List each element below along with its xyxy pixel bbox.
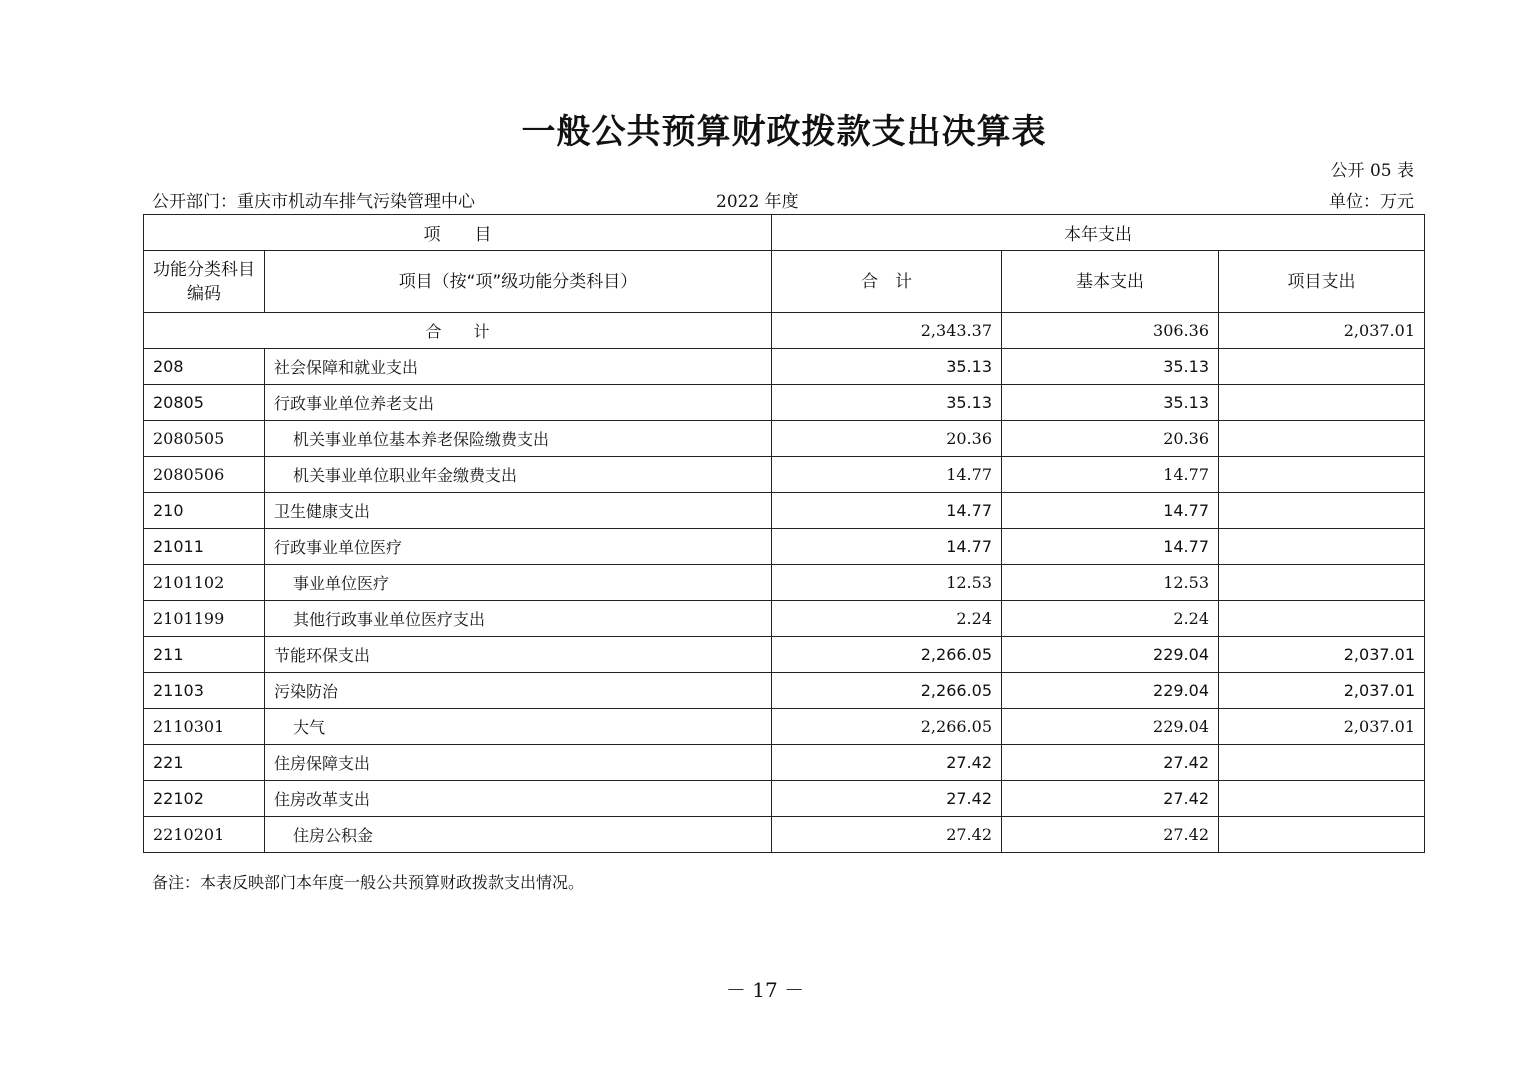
table-row	[144, 673, 1425, 709]
row-basic: 2.24	[1002, 601, 1219, 637]
row-basic: 12.53	[1002, 565, 1219, 601]
row-code: 21103	[144, 673, 265, 709]
row-code: 2101199	[144, 601, 265, 637]
table-row	[144, 349, 1425, 385]
budget-table	[143, 214, 1425, 853]
header-row-2	[144, 251, 1425, 313]
row-name: 住房改革支出	[265, 781, 772, 817]
form-number: 公开 05 表	[1330, 161, 1414, 181]
header-project: 项 目	[144, 215, 772, 251]
row-total: 2,266.05	[772, 637, 1002, 673]
row-basic: 229.04	[1002, 709, 1219, 745]
row-name: 机关事业单位职业年金缴费支出	[265, 457, 772, 493]
row-basic: 35.13	[1002, 349, 1219, 385]
department-label: 公开部门：重庆市机动车排气污染管理中心	[152, 192, 475, 212]
row-total: 35.13	[772, 385, 1002, 421]
row-name: 卫生健康支出	[265, 493, 772, 529]
table-row	[144, 421, 1425, 457]
header-row-1	[144, 215, 1425, 251]
header-basic: 基本支出	[1002, 251, 1219, 313]
total-row	[144, 313, 1425, 349]
header-name: 项目（按“项”级功能分类科目）	[265, 251, 772, 313]
table-row	[144, 457, 1425, 493]
row-name: 机关事业单位基本养老保险缴费支出	[265, 421, 772, 457]
row-total: 14.77	[772, 529, 1002, 565]
total-total: 2,343.37	[772, 313, 1002, 349]
unit-label: 单位：万元	[1329, 192, 1414, 212]
fiscal-year: 2022 年度	[716, 192, 799, 212]
total-basic: 306.36	[1002, 313, 1219, 349]
row-code: 2080505	[144, 421, 265, 457]
total-label: 合 计	[144, 313, 772, 349]
total-project: 2,037.01	[1219, 313, 1425, 349]
row-code: 2110301	[144, 709, 265, 745]
row-project: 2,037.01	[1219, 637, 1425, 673]
row-code: 2101102	[144, 565, 265, 601]
row-name: 社会保障和就业支出	[265, 349, 772, 385]
row-basic: 27.42	[1002, 745, 1219, 781]
row-basic: 14.77	[1002, 529, 1219, 565]
row-project	[1219, 529, 1425, 565]
row-code: 2080506	[144, 457, 265, 493]
row-basic: 27.42	[1002, 781, 1219, 817]
row-project	[1219, 565, 1425, 601]
row-project	[1219, 385, 1425, 421]
row-code: 20805	[144, 385, 265, 421]
table-row	[144, 817, 1425, 853]
row-project: 2,037.01	[1219, 673, 1425, 709]
table-row	[144, 637, 1425, 673]
row-name: 大气	[265, 709, 772, 745]
table-row	[144, 565, 1425, 601]
row-total: 20.36	[772, 421, 1002, 457]
row-code: 22102	[144, 781, 265, 817]
row-code: 221	[144, 745, 265, 781]
row-name: 行政事业单位养老支出	[265, 385, 772, 421]
row-project	[1219, 745, 1425, 781]
table-row	[144, 493, 1425, 529]
row-code: 211	[144, 637, 265, 673]
row-total: 35.13	[772, 349, 1002, 385]
table-row	[144, 601, 1425, 637]
row-total: 14.77	[772, 493, 1002, 529]
table-row	[144, 781, 1425, 817]
row-code: 210	[144, 493, 265, 529]
row-name: 住房公积金	[265, 817, 772, 853]
row-code: 21011	[144, 529, 265, 565]
row-project	[1219, 493, 1425, 529]
row-project	[1219, 457, 1425, 493]
row-basic: 27.42	[1002, 817, 1219, 853]
row-code: 2210201	[144, 817, 265, 853]
row-project	[1219, 817, 1425, 853]
row-total: 27.42	[772, 781, 1002, 817]
table-row	[144, 529, 1425, 565]
row-name: 节能环保支出	[265, 637, 772, 673]
header-code: 功能分类科目编码	[144, 251, 265, 313]
row-name: 其他行政事业单位医疗支出	[265, 601, 772, 637]
table-row	[144, 709, 1425, 745]
table-row	[144, 745, 1425, 781]
header-current-year: 本年支出	[772, 215, 1425, 251]
row-name: 事业单位医疗	[265, 565, 772, 601]
row-total: 14.77	[772, 457, 1002, 493]
row-basic: 35.13	[1002, 385, 1219, 421]
row-name: 行政事业单位医疗	[265, 529, 772, 565]
row-basic: 14.77	[1002, 457, 1219, 493]
header-project-exp: 项目支出	[1219, 251, 1425, 313]
row-total: 27.42	[772, 745, 1002, 781]
row-total: 2,266.05	[772, 709, 1002, 745]
footnote: 备注：本表反映部门本年度一般公共预算财政拨款支出情况。	[152, 873, 585, 892]
row-project: 2,037.01	[1219, 709, 1425, 745]
row-project	[1219, 421, 1425, 457]
row-basic: 229.04	[1002, 673, 1219, 709]
header-total: 合 计	[772, 251, 1002, 313]
row-total: 2,266.05	[772, 673, 1002, 709]
row-project	[1219, 601, 1425, 637]
row-project	[1219, 781, 1425, 817]
row-basic: 229.04	[1002, 637, 1219, 673]
page-number: － 17 －	[725, 978, 805, 1002]
table-row	[144, 385, 1425, 421]
row-basic: 14.77	[1002, 493, 1219, 529]
row-project	[1219, 349, 1425, 385]
row-basic: 20.36	[1002, 421, 1219, 457]
row-total: 2.24	[772, 601, 1002, 637]
row-name: 住房保障支出	[265, 745, 772, 781]
row-name: 污染防治	[265, 673, 772, 709]
page-title: 一般公共预算财政拨款支出决算表	[521, 112, 1047, 152]
row-total: 27.42	[772, 817, 1002, 853]
row-code: 208	[144, 349, 265, 385]
row-total: 12.53	[772, 565, 1002, 601]
table-body	[144, 349, 1425, 853]
